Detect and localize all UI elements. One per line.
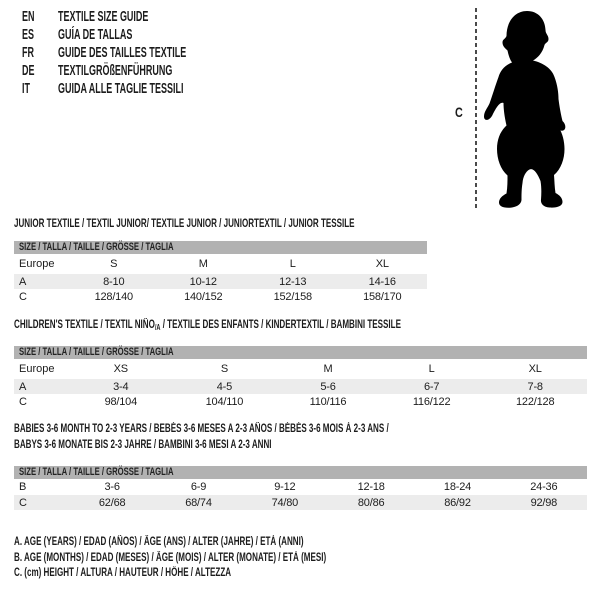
row-label: A bbox=[19, 275, 27, 288]
junior-size-table bbox=[14, 241, 427, 304]
age-cell: 24-36 bbox=[530, 481, 558, 493]
language-row bbox=[22, 44, 265, 62]
language-code: FR bbox=[22, 45, 34, 61]
language-title-list bbox=[22, 8, 265, 98]
footnote-a: A. AGE (YEARS) / EDAD (AÑOS) / ÂGE (ANS) / ALTER (JAHRE) / ETÀ (ANNI) bbox=[14, 536, 304, 548]
table-row bbox=[14, 289, 427, 304]
language-row bbox=[22, 80, 265, 98]
language-row bbox=[22, 62, 265, 80]
height-cell: 140/152 bbox=[184, 290, 223, 303]
language-code: EN bbox=[22, 9, 35, 25]
table-row bbox=[14, 394, 587, 409]
table-row bbox=[14, 495, 587, 510]
table-row bbox=[14, 274, 427, 289]
title-subscript: /A bbox=[154, 323, 161, 332]
age-cell: 4-5 bbox=[216, 380, 233, 393]
language-title: GUIDA ALLE TAGLIE TESSILI bbox=[58, 81, 184, 97]
height-cell: 116/122 bbox=[412, 395, 451, 408]
age-cell: 9-12 bbox=[274, 481, 296, 493]
baby-silhouette-image bbox=[481, 9, 578, 209]
size-cell: S bbox=[110, 258, 118, 270]
size-cell: XL bbox=[375, 258, 389, 270]
language-title: TEXTILE SIZE GUIDE bbox=[58, 9, 149, 25]
age-cell: 8-10 bbox=[103, 275, 125, 288]
size-cell: S bbox=[220, 363, 228, 375]
babies-section-title: BABIES 3-6 MONTH TO 2-3 YEARS / BEBÉS 3-6 MESES A 2-3 AÑOS / BÉBÉS 3-6 MOIS À 2-3 ANS / BABYS 3-6 MONATE BIS 2-3 JAHRE / BAMBINI 3-6 MESI A 2-3 ANNI bbox=[14, 423, 389, 451]
size-cell: L bbox=[428, 363, 435, 375]
height-cell: 68/74 bbox=[185, 496, 212, 509]
height-cell: 152/158 bbox=[273, 290, 312, 303]
size-cell: XL bbox=[528, 363, 542, 375]
language-code: IT bbox=[22, 81, 30, 97]
language-code: ES bbox=[22, 27, 34, 43]
row-label: A bbox=[19, 380, 27, 393]
height-cell: 104/110 bbox=[205, 395, 244, 408]
height-cell: 62/68 bbox=[98, 496, 126, 509]
junior-section-title: JUNIOR TEXTILE / TEXTIL JUNIOR/ TEXTILE JUNIOR / JUNIORTEXTIL / JUNIOR TESSILE bbox=[14, 218, 355, 230]
footnote-b: B. AGE (MONTHS) / EDAD (MESES) / ÂGE (MOIS) / ALTER (MONATE) / ETÀ (MESI) bbox=[14, 551, 327, 564]
children-size-table bbox=[14, 346, 587, 409]
height-cell: 128/140 bbox=[94, 290, 133, 303]
table-row bbox=[14, 359, 587, 379]
age-cell: 18-24 bbox=[443, 481, 472, 493]
language-title: GUÍA DE TALLAS bbox=[58, 27, 133, 43]
footnote-c: C. (cm) HEIGHT / ALTURA / HAUTEUR / HÖHE / ALTEZZA bbox=[14, 567, 232, 579]
age-cell: 14-16 bbox=[368, 275, 396, 288]
table-row bbox=[14, 254, 427, 274]
height-cell: 158/170 bbox=[363, 290, 402, 303]
size-cell: M bbox=[323, 363, 333, 375]
age-cell: 12-13 bbox=[279, 275, 307, 288]
babies-size-table bbox=[14, 466, 587, 510]
row-label: C bbox=[19, 290, 27, 303]
language-title: TEXTILGRÖßENFÜHRUNG bbox=[58, 63, 173, 79]
age-cell: 5-6 bbox=[320, 380, 336, 393]
age-cell: 7-8 bbox=[527, 380, 543, 393]
legend-footnotes bbox=[14, 535, 460, 582]
language-code: DE bbox=[22, 63, 35, 79]
size-cell: L bbox=[289, 258, 296, 270]
row-label: C bbox=[19, 395, 27, 408]
row-label: Europe bbox=[19, 258, 55, 270]
junior-size-header-bar: SIZE / TALLA / TAILLE / GRÖSSE / TAGLIA bbox=[14, 241, 427, 254]
height-cell: 80/86 bbox=[357, 496, 385, 509]
height-cell: 92/98 bbox=[530, 496, 558, 509]
age-cell: 10-12 bbox=[189, 275, 217, 288]
height-cell: 98/104 bbox=[104, 395, 138, 408]
table-row bbox=[14, 479, 587, 495]
height-cell: 86/92 bbox=[444, 496, 471, 509]
row-label: Europe bbox=[19, 363, 55, 375]
height-measure-dashed-line bbox=[475, 8, 477, 210]
size-cell: XS bbox=[113, 363, 128, 375]
row-label: C bbox=[19, 496, 27, 509]
language-row bbox=[22, 8, 265, 26]
babies-size-header-bar: SIZE / TALLA / TAILLE / GRÖSSE / TAGLIA bbox=[14, 466, 587, 479]
height-cell: 122/128 bbox=[516, 395, 555, 408]
size-cell: M bbox=[198, 258, 208, 270]
height-measure-label: C bbox=[455, 105, 463, 120]
language-row bbox=[22, 26, 265, 44]
age-cell: 3-6 bbox=[104, 481, 120, 493]
language-title: GUIDE DES TAILLES TEXTILE bbox=[58, 45, 187, 61]
baby-silhouette-path bbox=[484, 11, 565, 208]
height-cell: 110/116 bbox=[309, 395, 347, 408]
age-cell: 3-4 bbox=[113, 380, 129, 393]
age-cell: 6-9 bbox=[190, 481, 207, 493]
row-label: B bbox=[19, 481, 27, 493]
age-cell: 6-7 bbox=[423, 380, 440, 393]
table-row bbox=[14, 379, 587, 394]
children-size-header-bar: SIZE / TALLA / TAILLE / GRÖSSE / TAGLIA bbox=[14, 346, 587, 359]
height-cell: 74/80 bbox=[271, 496, 299, 509]
children-section-title: CHILDREN'S TEXTILE / TEXTIL $NIÑO_{/A}$ / TEXTILE DES ENFANTS / KINDERTEXTIL / BAMBINI TESSILE bbox=[14, 319, 401, 332]
age-cell: 12-18 bbox=[357, 481, 385, 493]
